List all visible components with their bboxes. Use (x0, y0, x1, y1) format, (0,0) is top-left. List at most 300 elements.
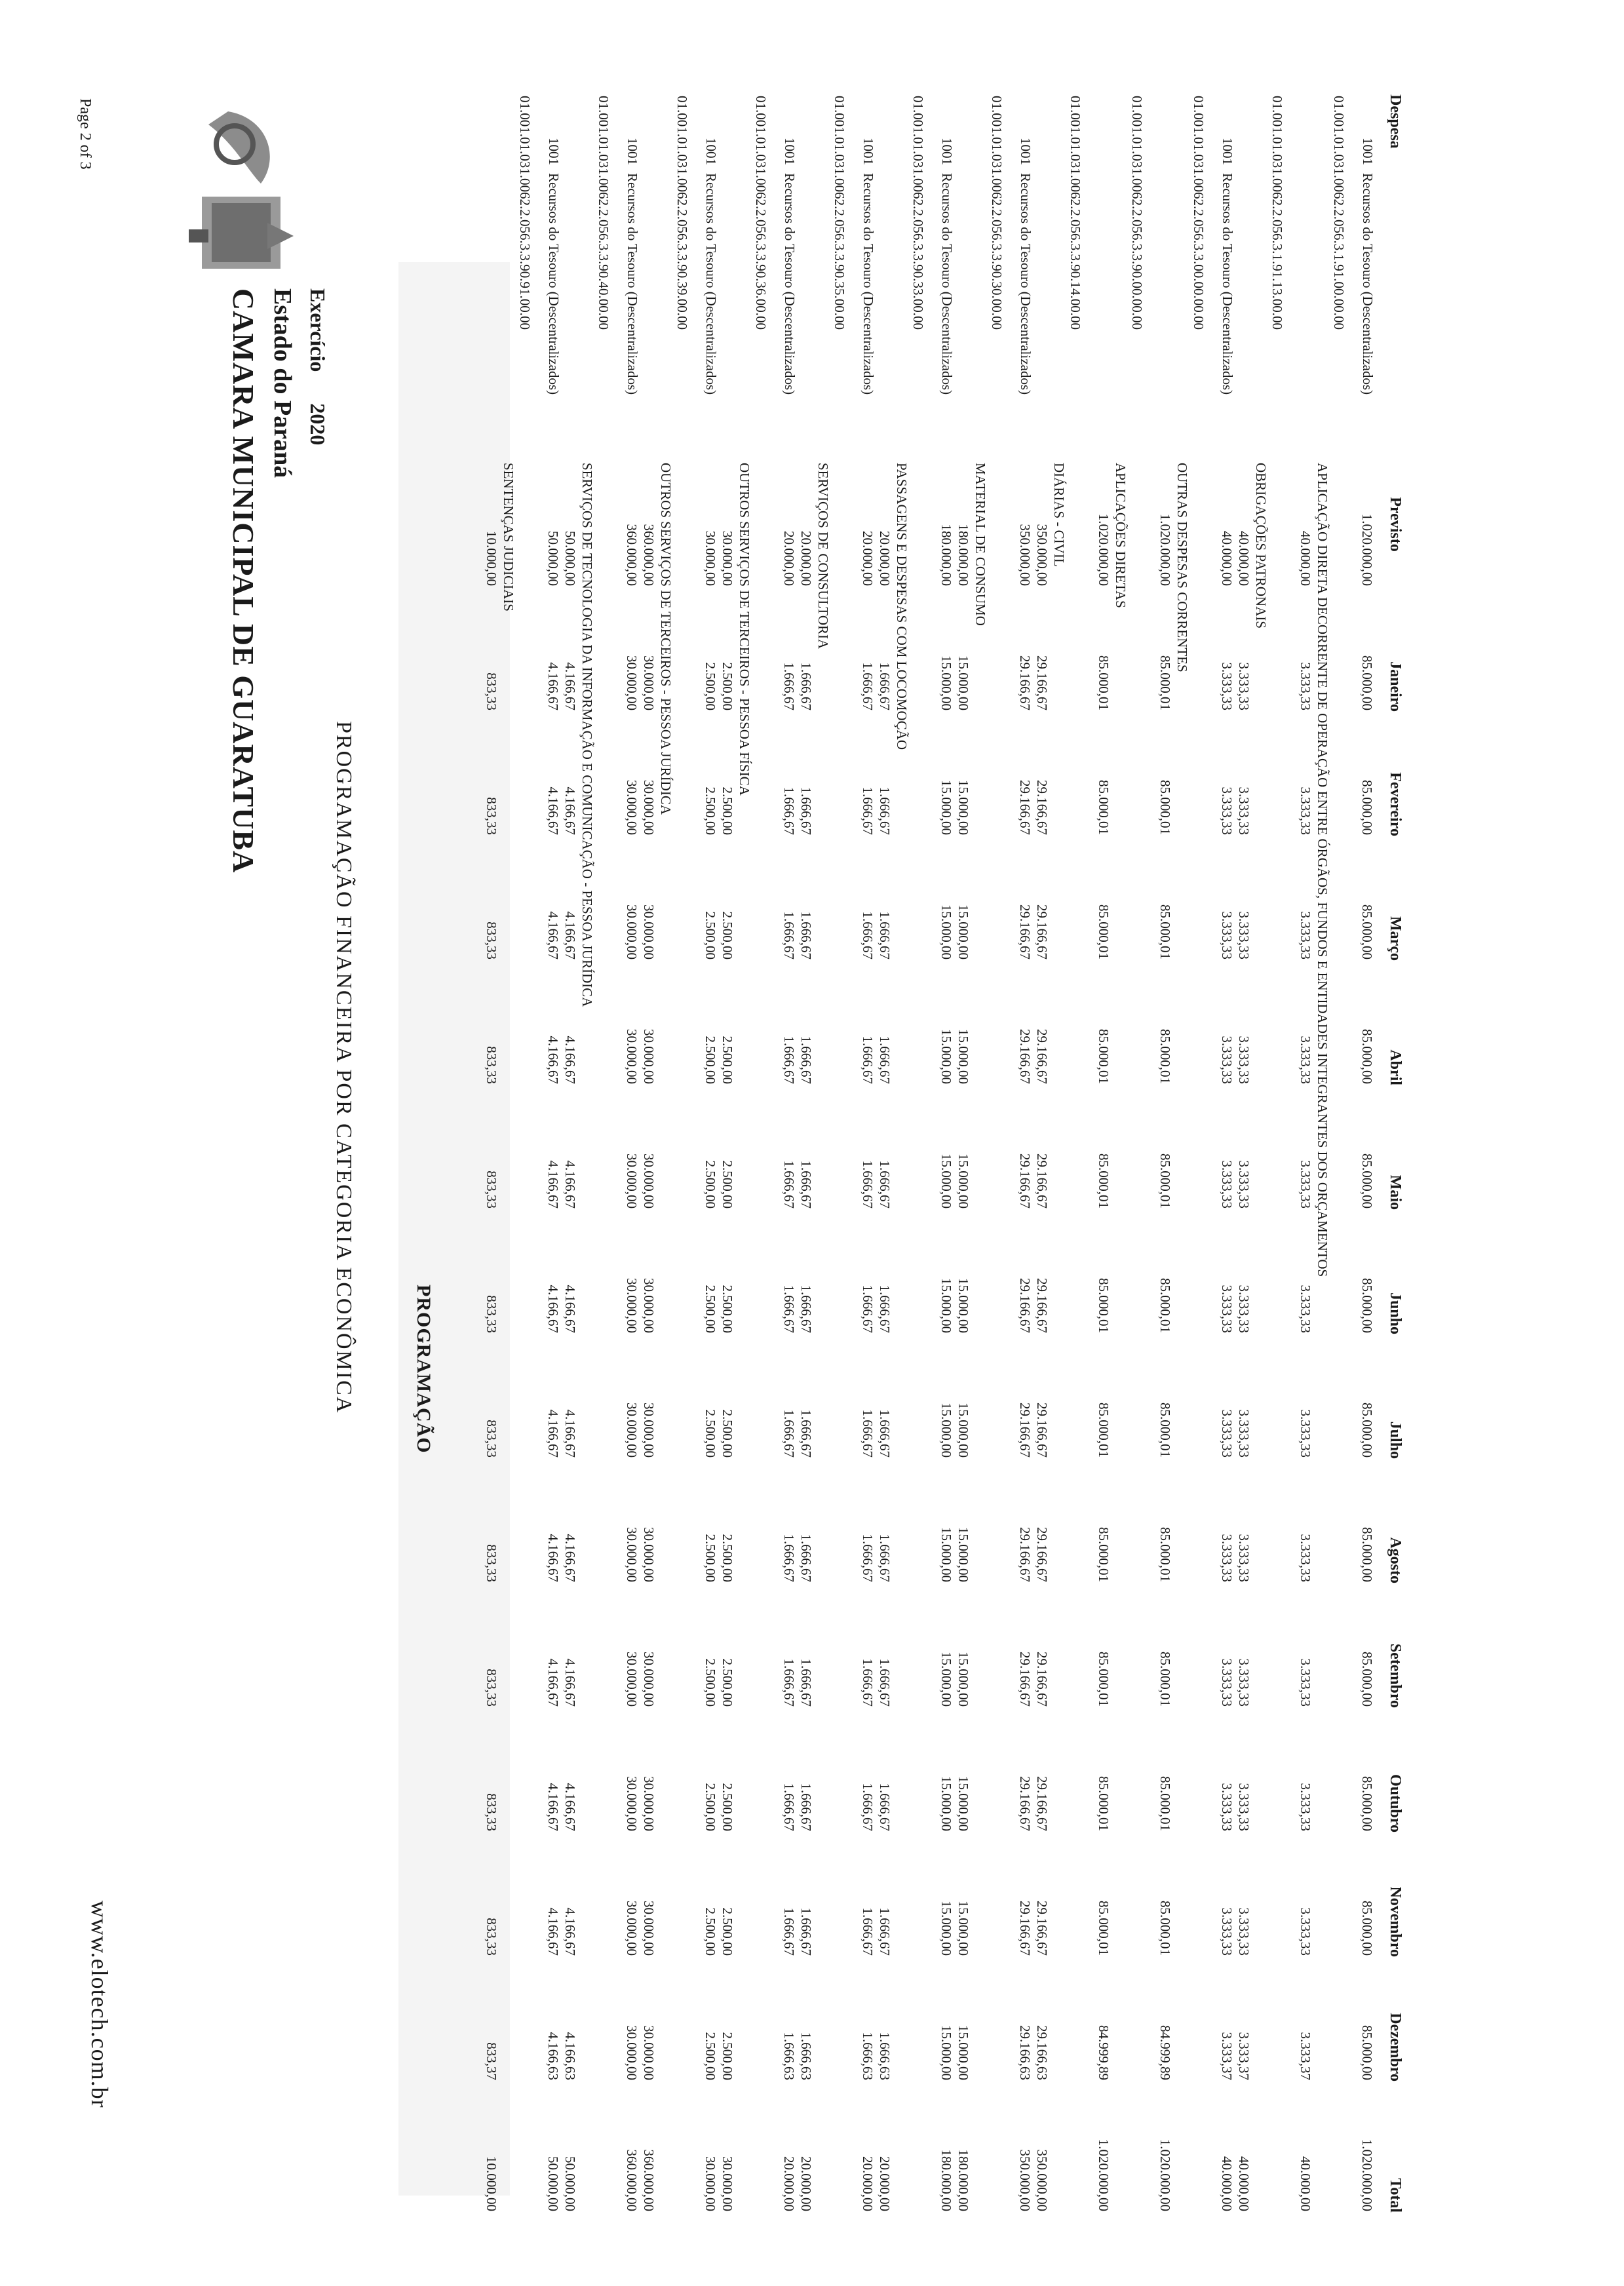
month-value: 1.666,67 (877, 1783, 893, 1831)
account-code-row (674, 92, 702, 2215)
month-value: 1.666,67 (781, 1534, 797, 1582)
account-code-row (1190, 92, 1218, 2215)
category-title: MATERIAL DE CONSUMO (973, 463, 988, 626)
month-value: 833,33 (484, 921, 499, 959)
account-code-row (752, 92, 781, 2215)
source-name: Recursos do Tesouro (Descentralizados) (1018, 173, 1034, 395)
previsto-value: 20.000,00 (798, 531, 814, 586)
col-month: Junho (1387, 1292, 1404, 1334)
month-value: 3.333,33 (1219, 1783, 1235, 1831)
month-value: 3.333,33 (1298, 1160, 1313, 1209)
month-value: 2.500,00 (703, 662, 718, 710)
month-value: 833,33 (484, 1046, 499, 1084)
total-value: 30.000,00 (720, 2156, 735, 2211)
month-value: 15.000,00 (956, 1652, 971, 1707)
month-value: 4.166,67 (562, 662, 578, 710)
month-value: 3.333,33 (1298, 1036, 1313, 1084)
month-value: 1.666,67 (860, 1285, 876, 1333)
account-code: 01.001.01.031.0062.2.056.3.3.90.40.00.00 (596, 96, 611, 330)
account-code-row (831, 92, 859, 2215)
month-value: 2.500,00 (720, 1658, 735, 1707)
month-value: 85.000,01 (1096, 1278, 1112, 1333)
total-value: 360.000,00 (641, 2149, 657, 2211)
col-previsto: Previsto (1387, 497, 1404, 552)
account-code: 01.001.01.031.0062.2.056.3.3.90.39.00.00 (674, 96, 690, 330)
month-value: 833,33 (484, 797, 499, 835)
month-value: 2.500,00 (703, 2032, 718, 2080)
account-code: 01.001.01.031.0062.2.056.3.3.90.35.00.00 (832, 96, 847, 330)
coat-of-arms-logo (182, 98, 307, 295)
category-title-row (579, 92, 595, 2215)
month-value: 4.166,67 (545, 1285, 561, 1333)
month-value: 833,33 (484, 1420, 499, 1458)
row-spacer (736, 92, 752, 459)
month-value: 30.000,00 (624, 655, 640, 710)
month-value: 15.000,00 (956, 780, 971, 835)
month-value: 29.166,67 (1034, 1153, 1050, 1209)
month-value: 3.333,33 (1298, 1534, 1313, 1582)
month-value: 2.500,00 (703, 786, 718, 835)
month-value: 85.000,00 (1359, 1776, 1375, 1831)
row-spacer (1235, 92, 1252, 459)
month-value: 30.000,00 (641, 1153, 657, 1209)
month-value: 29.166,67 (1034, 1029, 1050, 1084)
month-value: 4.166,67 (562, 911, 578, 959)
account-code-row (595, 92, 623, 2215)
month-value: 4.166,67 (545, 1160, 561, 1209)
month-value: 30.000,00 (624, 2025, 640, 2080)
source-name: Recursos do Tesouro (Descentralizados) (782, 173, 798, 395)
month-value: 1.666,67 (798, 1658, 814, 1707)
source-code: 1001 (939, 138, 955, 165)
month-value: 85.000,01 (1096, 655, 1112, 710)
total-value: 20.000,00 (877, 2156, 893, 2211)
month-value: 15.000,00 (938, 1652, 954, 1707)
month-value: 1.666,67 (877, 1285, 893, 1333)
previsto-value: 20.000,00 (860, 531, 876, 586)
row-spacer (1157, 92, 1174, 459)
row-spacer (1112, 92, 1129, 459)
month-value: 85.000,00 (1359, 2025, 1375, 2080)
month-value: 85.000,00 (1359, 1901, 1375, 1956)
month-value: 4.166,67 (545, 662, 561, 710)
month-value: 4.166,67 (562, 1907, 578, 1956)
row-spacer (1174, 92, 1190, 459)
month-value: 3.333,33 (1236, 1783, 1252, 1831)
month-value: 30.000,00 (641, 1652, 657, 1707)
source-code: 1001 (546, 138, 562, 165)
col-month: Dezembro (1387, 2013, 1404, 2082)
month-value: 2.500,00 (703, 911, 718, 959)
account-code: 01.001.01.031.0062.2.056.3.3.90.00.00.00 (1129, 96, 1145, 330)
month-value: 15.000,00 (956, 1527, 971, 1582)
page-number: Page 2 of 3 (77, 98, 94, 170)
category-title-row (893, 92, 910, 2215)
source-label (1016, 92, 1034, 459)
month-value: 15.000,00 (938, 1403, 954, 1458)
month-value: 29.166,67 (1017, 1527, 1033, 1582)
values-row (483, 92, 500, 2215)
month-value: 1.666,67 (860, 1907, 876, 1956)
category-title-row (736, 92, 752, 2215)
month-value: 29.166,67 (1017, 780, 1033, 835)
month-value: 1.666,67 (877, 1534, 893, 1582)
col-month: Agosto (1387, 1537, 1404, 1583)
month-value: 2.500,00 (703, 1285, 718, 1333)
row-spacer (640, 92, 657, 459)
month-value: 1.666,67 (877, 911, 893, 959)
month-value: 2.500,00 (720, 1409, 735, 1458)
source-row (623, 92, 640, 2215)
month-value: 3.333,33 (1219, 1658, 1235, 1707)
previsto-value: 1.020.000,00 (1157, 513, 1173, 586)
month-value: 2.500,00 (703, 1783, 718, 1831)
month-value: 85.000,01 (1096, 904, 1112, 959)
row-spacer (1252, 92, 1269, 459)
month-value: 4.166,67 (545, 1658, 561, 1707)
previsto-value: 360.000,00 (624, 524, 640, 586)
month-value: 4.166,67 (562, 1409, 578, 1458)
month-value: 1.666,63 (860, 2032, 876, 2080)
row-spacer (719, 92, 736, 459)
month-value: 1.666,67 (781, 1036, 797, 1084)
source-name: Recursos do Tesouro (Descentralizados) (625, 173, 640, 395)
source-label (781, 92, 798, 459)
month-value: 3.333,33 (1219, 1036, 1235, 1084)
total-value: 180.000,00 (938, 2149, 954, 2211)
month-value: 30.000,00 (641, 1527, 657, 1582)
col-month: Janeiro (1387, 661, 1404, 712)
category-title-row (657, 92, 674, 2215)
source-name: Recursos do Tesouro (Descentralizados) (1220, 173, 1235, 395)
month-value: 1.666,63 (877, 2032, 893, 2080)
total-value: 20.000,00 (798, 2156, 814, 2211)
source-row (545, 92, 562, 2215)
month-value: 3.333,33 (1298, 662, 1313, 710)
month-value: 1.666,67 (860, 911, 876, 959)
account-code-row (1269, 92, 1297, 2215)
account-code: 01.001.01.031.0062.2.056.3.3.90.14.00.00 (1068, 96, 1083, 330)
month-value: 4.166,63 (545, 2032, 561, 2080)
previsto-value: 30.000,00 (703, 531, 718, 586)
month-value: 15.000,00 (938, 780, 954, 835)
source-label (938, 92, 955, 459)
month-value: 15.000,00 (938, 1901, 954, 1956)
month-value: 30.000,00 (641, 1403, 657, 1458)
month-value: 1.666,67 (798, 662, 814, 710)
col-month: Março (1387, 916, 1404, 961)
row-spacer (876, 92, 893, 459)
col-month: Outubro (1387, 1774, 1404, 1832)
month-value: 85.000,00 (1359, 1652, 1375, 1707)
month-value: 29.166,67 (1034, 1278, 1050, 1333)
row-spacer (1051, 92, 1067, 459)
source-row (702, 92, 719, 2215)
month-value: 85.000,01 (1096, 1029, 1112, 1084)
row-spacer (798, 92, 815, 459)
category-title: OBRIGAÇÕES PATRONAIS (1253, 463, 1269, 629)
month-value: 1.666,67 (798, 1036, 814, 1084)
category-title: OUTROS SERVIÇOS DE TERCEIROS - PESSOA FÍSICA (737, 463, 752, 796)
month-value: 1.666,67 (798, 1285, 814, 1333)
month-value: 3.333,33 (1219, 911, 1235, 959)
account-code-row (910, 92, 938, 2215)
month-value: 30.000,00 (641, 1029, 657, 1084)
month-value: 4.166,67 (545, 786, 561, 835)
source-name: Recursos do Tesouro (Descentralizados) (1360, 173, 1376, 395)
month-value: 1.666,67 (860, 1160, 876, 1209)
source-code: 1001 (860, 138, 876, 165)
category-title: OUTRAS DESPESAS CORRENTES (1174, 463, 1190, 672)
month-value: 30.000,00 (624, 1403, 640, 1458)
month-value: 1.666,67 (798, 911, 814, 959)
month-value: 15.000,00 (956, 2025, 971, 2080)
month-value: 29.166,67 (1034, 1652, 1050, 1707)
source-row (859, 92, 876, 2215)
category-title: DIÁRIAS - CIVIL (1051, 463, 1067, 567)
account-code: 01.001.01.031.0062.2.056.3.3.90.33.00.00 (910, 96, 926, 330)
month-value: 1.666,63 (798, 2032, 814, 2080)
month-value: 1.666,67 (860, 1036, 876, 1084)
month-value: 3.333,37 (1219, 2032, 1235, 2080)
month-value: 29.166,67 (1017, 1652, 1033, 1707)
source-name: Recursos do Tesouro (Descentralizados) (546, 173, 562, 395)
total-value: 10.000,00 (484, 2156, 499, 2211)
month-value: 2.500,00 (703, 1907, 718, 1956)
month-value: 15.000,00 (956, 1776, 971, 1831)
month-value: 833,33 (484, 1918, 499, 1956)
month-value: 85.000,00 (1359, 1153, 1375, 1209)
account-code-row (516, 92, 545, 2215)
month-value: 2.500,00 (703, 1409, 718, 1458)
month-value: 85.000,00 (1359, 1029, 1375, 1084)
month-value: 85.000,00 (1359, 1527, 1375, 1582)
month-value: 29.166,67 (1017, 1278, 1033, 1333)
month-value: 833,33 (484, 1544, 499, 1582)
month-value: 1.666,67 (860, 1534, 876, 1582)
month-value: 2.500,00 (703, 1036, 718, 1084)
month-value: 2.500,00 (720, 786, 735, 835)
category-title: SENTENÇAS JUDICIAIS (501, 463, 516, 611)
total-value: 20.000,00 (781, 2156, 797, 2211)
row-spacer (483, 92, 500, 459)
row-spacer (955, 92, 972, 459)
source-label (545, 92, 562, 459)
category-title-row (1252, 92, 1269, 2215)
month-value: 2.500,00 (720, 662, 735, 710)
account-code: 01.001.01.031.0062.2.056.3.3.90.91.00.00 (517, 96, 533, 330)
year-value: 2020 (306, 403, 330, 446)
month-value: 4.166,67 (545, 1409, 561, 1458)
previsto-value: 350.000,00 (1034, 524, 1050, 586)
row-spacer (1034, 92, 1051, 459)
month-value: 85.000,01 (1157, 1403, 1173, 1458)
month-value: 3.333,37 (1236, 2032, 1252, 2080)
month-value: 4.166,67 (562, 1036, 578, 1084)
month-value: 3.333,33 (1219, 1285, 1235, 1333)
month-value: 85.000,01 (1157, 655, 1173, 710)
month-value: 2.500,00 (720, 1534, 735, 1582)
month-value: 30.000,00 (641, 1776, 657, 1831)
month-value: 15.000,00 (938, 655, 954, 710)
month-value: 85.000,01 (1157, 1029, 1173, 1084)
fiscal-year (305, 288, 330, 445)
month-value: 4.166,67 (562, 1534, 578, 1582)
month-value: 4.166,67 (562, 1160, 578, 1209)
category-title: APLICAÇÃO DIRETA DECORRENTE DE OPERAÇÃO ENTRE ÓRGÃOS, FUNDOS E ENTIDADES INTEGRANTES DOS ORÇAMENTOS (1315, 463, 1330, 1277)
month-value: 30.000,00 (624, 1029, 640, 1084)
values-row (1157, 92, 1174, 2215)
month-value: 1.666,67 (877, 786, 893, 835)
month-value: 1.666,67 (781, 1160, 797, 1209)
month-value: 3.333,33 (1219, 1409, 1235, 1458)
previsto-value: 360.000,00 (641, 524, 657, 586)
col-month: Novembro (1387, 1886, 1404, 1957)
month-value: 3.333,33 (1236, 1658, 1252, 1707)
previsto-value: 40.000,00 (1236, 531, 1252, 586)
account-code-row (1330, 92, 1359, 2215)
month-value: 1.666,67 (781, 1409, 797, 1458)
month-value: 15.000,00 (956, 1403, 971, 1458)
month-value: 15.000,00 (938, 904, 954, 959)
month-value: 1.666,67 (798, 786, 814, 835)
month-value: 30.000,00 (624, 904, 640, 959)
values-row (719, 92, 736, 2215)
organization-name: CAMARA MUNICIPAL DE GUARATUBA (227, 288, 260, 874)
programacao-heading: PROGRAMAÇÃO (413, 1285, 435, 1454)
month-value: 1.666,67 (877, 1160, 893, 1209)
total-value: 1.020.000,00 (1096, 2139, 1112, 2211)
month-value: 2.500,00 (720, 911, 735, 959)
previsto-value: 20.000,00 (781, 531, 797, 586)
website-footer: www.elotech.com.br (87, 1901, 113, 2108)
values-row (798, 92, 815, 2215)
month-value: 15.000,00 (956, 1901, 971, 1956)
month-value: 1.666,67 (798, 1409, 814, 1458)
source-row (938, 92, 955, 2215)
month-value: 30.000,00 (624, 1776, 640, 1831)
month-value: 29.166,63 (1017, 2025, 1033, 2080)
month-value: 30.000,00 (624, 1153, 640, 1209)
month-value: 30.000,00 (641, 904, 657, 959)
account-code: 01.001.01.031.0062.2.056.3.1.91.13.00.00 (1269, 96, 1285, 330)
total-value: 40.000,00 (1236, 2156, 1252, 2211)
month-value: 3.333,33 (1298, 1783, 1313, 1831)
month-value: 2.500,00 (703, 1658, 718, 1707)
month-value: 833,33 (484, 1793, 499, 1831)
category-title-row (815, 92, 831, 2215)
category-title: SERVIÇOS DE TECNOLOGIA DA INFORMAÇÃO E COMUNICAÇÃO - PESSOA JURÍDICA (579, 463, 595, 1007)
previsto-value: 30.000,00 (720, 531, 735, 586)
month-value: 1.666,67 (860, 662, 876, 710)
row-spacer (1314, 92, 1330, 459)
month-value: 4.166,67 (545, 911, 561, 959)
month-value: 1.666,67 (781, 1658, 797, 1707)
source-name: Recursos do Tesouro (Descentralizados) (703, 173, 719, 395)
source-code: 1001 (1018, 138, 1034, 165)
year-label: Exercício (306, 288, 330, 372)
month-value: 15.000,00 (938, 1527, 954, 1582)
month-value: 3.333,33 (1298, 1658, 1313, 1707)
month-value: 30.000,00 (641, 655, 657, 710)
month-value: 1.666,67 (860, 1658, 876, 1707)
month-value: 3.333,33 (1219, 662, 1235, 710)
previsto-value: 180.000,00 (956, 524, 971, 586)
month-value: 15.000,00 (956, 1029, 971, 1084)
month-value: 4.166,67 (545, 1534, 561, 1582)
month-value: 1.666,63 (781, 2032, 797, 2080)
account-code: 01.001.01.031.0062.2.056.3.1.91.00.00.00 (1331, 96, 1347, 330)
month-value: 3.333,33 (1236, 786, 1252, 835)
col-despesa: Despesa (1387, 94, 1404, 149)
row-spacer (500, 92, 516, 459)
month-value: 3.333,33 (1298, 1285, 1313, 1333)
state-name: Estado do Paraná (269, 288, 296, 478)
month-value: 833,33 (484, 1171, 499, 1209)
month-value: 3.333,33 (1236, 1409, 1252, 1458)
month-value: 15.000,00 (956, 904, 971, 959)
month-value: 85.000,01 (1157, 1153, 1173, 1209)
total-value: 1.020.000,00 (1157, 2139, 1173, 2211)
source-label (859, 92, 876, 459)
month-value: 3.333,33 (1298, 786, 1313, 835)
month-value: 4.166,67 (545, 1783, 561, 1831)
row-spacer (562, 92, 579, 459)
values-row (1235, 92, 1252, 2215)
month-value: 3.333,33 (1219, 786, 1235, 835)
month-value: 15.000,00 (956, 1153, 971, 1209)
month-value: 1.666,67 (860, 1409, 876, 1458)
category-title-row (1174, 92, 1190, 2215)
month-value: 85.000,01 (1157, 904, 1173, 959)
programming-table (483, 92, 1408, 2215)
col-month: Setembro (1387, 1643, 1404, 1708)
values-row (955, 92, 972, 2215)
source-code: 1001 (1360, 138, 1376, 165)
month-value: 3.333,33 (1236, 911, 1252, 959)
month-value: 29.166,67 (1017, 1403, 1033, 1458)
table-header-row (1376, 92, 1408, 2215)
account-code: 01.001.01.031.0062.2.056.3.3.90.30.00.00 (989, 96, 1005, 330)
month-value: 1.666,67 (781, 1783, 797, 1831)
month-value: 1.666,67 (798, 1534, 814, 1582)
values-row (876, 92, 893, 2215)
month-value: 30.000,00 (624, 780, 640, 835)
month-value: 30.000,00 (624, 1527, 640, 1582)
source-name: Recursos do Tesouro (Descentralizados) (939, 173, 955, 395)
month-value: 15.000,00 (938, 1029, 954, 1084)
col-month: Julho (1387, 1421, 1404, 1459)
source-code: 1001 (782, 138, 798, 165)
month-value: 4.166,67 (562, 1658, 578, 1707)
month-value: 1.666,67 (860, 1783, 876, 1831)
total-value: 40.000,00 (1298, 2156, 1313, 2211)
month-value: 15.000,00 (938, 1776, 954, 1831)
row-spacer (893, 92, 910, 459)
category-title: OUTROS SERVIÇOS DE TERCEIROS - PESSOA JURÍDICA (658, 463, 674, 815)
row-spacer (972, 92, 988, 459)
total-value: 350.000,00 (1034, 2149, 1050, 2211)
total-value: 1.020.000,00 (1359, 2139, 1375, 2211)
month-value: 1.666,67 (877, 1907, 893, 1956)
month-value: 1.666,67 (798, 1907, 814, 1956)
month-value: 1.666,67 (781, 1907, 797, 1956)
month-value: 30.000,00 (641, 1901, 657, 1956)
source-row (1359, 92, 1376, 2215)
category-title-row (1051, 92, 1067, 2215)
values-row (1034, 92, 1051, 2215)
col-month: Abril (1387, 1049, 1404, 1085)
